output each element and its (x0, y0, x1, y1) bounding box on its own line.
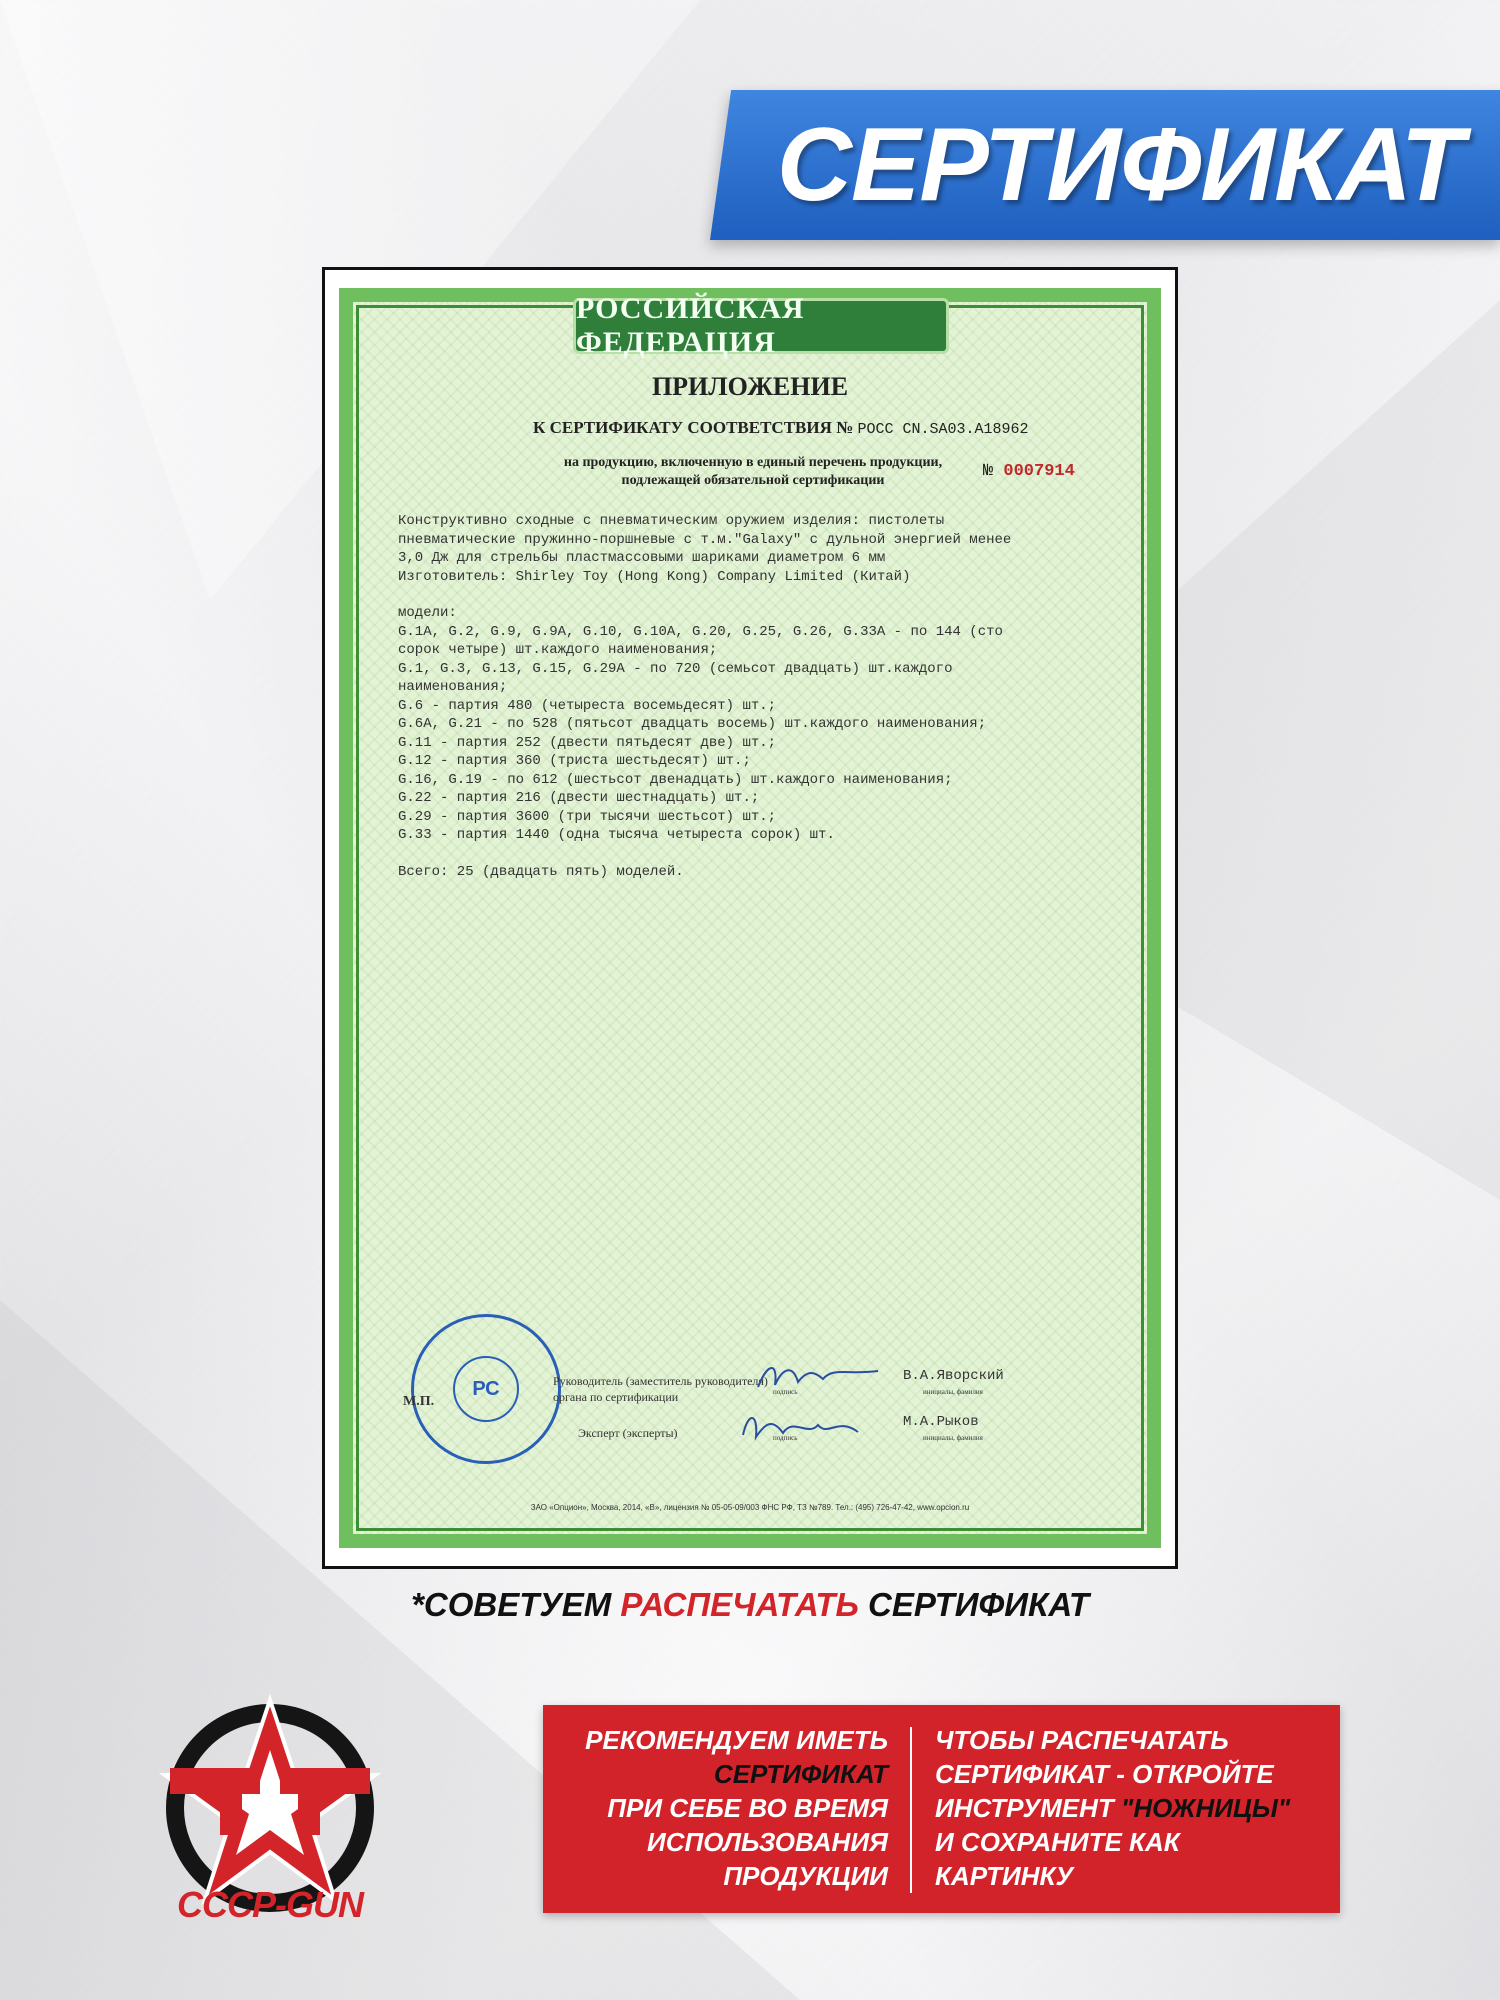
head-name: В.А.Яворский (903, 1368, 1004, 1384)
models-line: G.16, G.19 - по 612 (шестьсот двенадцать) шт.каждого наименования; (398, 771, 953, 788)
certificate-number: РОСС CN.SA03.A18962 (857, 421, 1029, 438)
advice-suffix: СЕРТИФИКАТ (858, 1586, 1089, 1623)
body-line: 3,0 Дж для стрельбы пластмассовыми шариками диаметром 6 мм (398, 550, 886, 566)
signature-caption: подпись (773, 1434, 798, 1442)
info-line: И СОХРАНИТЕ КАК (935, 1827, 1180, 1857)
total-line: Всего: 25 (двадцать пять) моделей. (398, 863, 684, 880)
certificate-sheet (339, 288, 1161, 1548)
info-line: ИСПОЛЬЗОВАНИЯ (647, 1827, 888, 1857)
serial-value: 0007914 (1003, 462, 1075, 481)
models-line: G.1A, G.2, G.9, G.9A, G.10, G.10A, G.20, G.25, G.26, G.33A - по 144 (сто (398, 623, 1003, 640)
scope-line: на продукцию, включенную в единый перечень продукции, (563, 455, 943, 470)
head-label: Руководитель (заместитель руководителя) (553, 1374, 768, 1388)
models-line: G.1, G.3, G.13, G.15, G.29A - по 720 (семьсот двадцать) шт.каждого (398, 660, 953, 677)
models-line: наименования; (398, 679, 508, 695)
info-line: КАРТИНКУ (935, 1861, 1074, 1891)
models-line: сорок четыре) шт.каждого наименования; (398, 642, 718, 658)
name-caption: инициалы, фамилия (923, 1388, 983, 1396)
info-divider (910, 1727, 912, 1893)
serial-number (983, 462, 1075, 481)
certificate-scope (543, 454, 963, 490)
brand-logo-text: CCCP-GUN (177, 1884, 363, 1925)
expert-signature-icon (738, 1407, 868, 1447)
certificate-frame (322, 267, 1178, 1569)
seal-place-label: М.П. (403, 1394, 435, 1409)
certification-seal (411, 1314, 561, 1464)
models-line: G.11 - партия 252 (двести пятьдесят две) шт.; (398, 734, 777, 751)
certificate-number-line (533, 418, 1029, 438)
body-line: Конструктивно сходные с пневматическим оружием изделия: пистолеты (398, 513, 945, 529)
signature-caption: подпись (773, 1388, 798, 1396)
models-line: модели: (398, 605, 457, 621)
info-text: ИНСТРУМЕНТ (935, 1793, 1121, 1823)
info-line: СЕРТИФИКАТ (713, 1759, 888, 1789)
head-label: органа по сертификации (553, 1390, 679, 1404)
info-line: ПРИ СЕБЕ ВО ВРЕМЯ (607, 1793, 888, 1823)
models-line: G.6 - партия 480 (четыреста восемьдесят) шт.; (398, 697, 777, 714)
info-line: ПРОДУКЦИИ (723, 1861, 888, 1891)
expert-name: М.А.Рыков (903, 1414, 979, 1430)
scope-line: подлежащей обязательной сертификации (621, 473, 885, 488)
body-line: Изготовитель: Shirley Toy (Hong Kong) Company Limited (Китай) (398, 568, 911, 585)
models-line: G.33 - партия 1440 (одна тысяча четыреста сорок) шт. (398, 827, 835, 843)
models-line: G.29 - партия 3600 (три тысячи шестьсот) шт.; (398, 808, 777, 825)
models-line: G.6A, G.21 - по 528 (пятьсот двадцать восемь) шт.каждого наименования; (398, 716, 987, 732)
certificate-body (398, 512, 1158, 881)
info-right-column (935, 1723, 1335, 1893)
seal-center-icon: РС (453, 1356, 519, 1422)
serial-prefix: № (983, 462, 994, 481)
info-highlight: "НОЖНИЦЫ" (1121, 1793, 1291, 1823)
appendix-title: ПРИЛОЖЕНИЕ (651, 372, 849, 401)
certificate-number-label: К СЕРТИФИКАТУ СООТВЕТСТВИЯ № (533, 418, 854, 437)
info-line: СЕРТИФИКАТ - ОТКРОЙТЕ (935, 1759, 1274, 1789)
name-caption: инициалы, фамилия (923, 1434, 983, 1442)
advice-prefix: *СОВЕТУЕМ (411, 1586, 621, 1623)
info-line: РЕКОМЕНДУЕМ ИМЕТЬ (585, 1725, 888, 1755)
certificate-header: РОССИЙСКАЯ ФЕДЕРАЦИЯ (573, 298, 949, 354)
print-advice (0, 1586, 1500, 1624)
print-footer: ЗАО «Опцион», Москва, 2014, «В», лицензия № 05-05-09/003 ФНС РФ, ТЗ №789. Тел.: (495) 726-47-42, www.opcion.ru (530, 1503, 970, 1512)
info-line: ЧТОБЫ РАСПЕЧАТАТЬ (935, 1725, 1229, 1755)
advice-highlight: РАСПЕЧАТАТЬ (620, 1586, 859, 1623)
expert-label: Эксперт (эксперты) (578, 1426, 678, 1440)
models-line: G.22 - партия 216 (двести шестнадцать) шт.; (398, 790, 760, 806)
page-title: СЕРТИФИКАТ (776, 106, 1464, 223)
info-line (935, 1791, 1335, 1825)
info-box (543, 1705, 1340, 1913)
models-line: G.12 - партия 360 (триста шестьдесят) шт.; (398, 753, 751, 769)
info-left-column (543, 1723, 888, 1893)
body-line: пневматические пружинно-поршневые с т.м."Galaxy" с дульной энергией менее (398, 531, 1012, 548)
